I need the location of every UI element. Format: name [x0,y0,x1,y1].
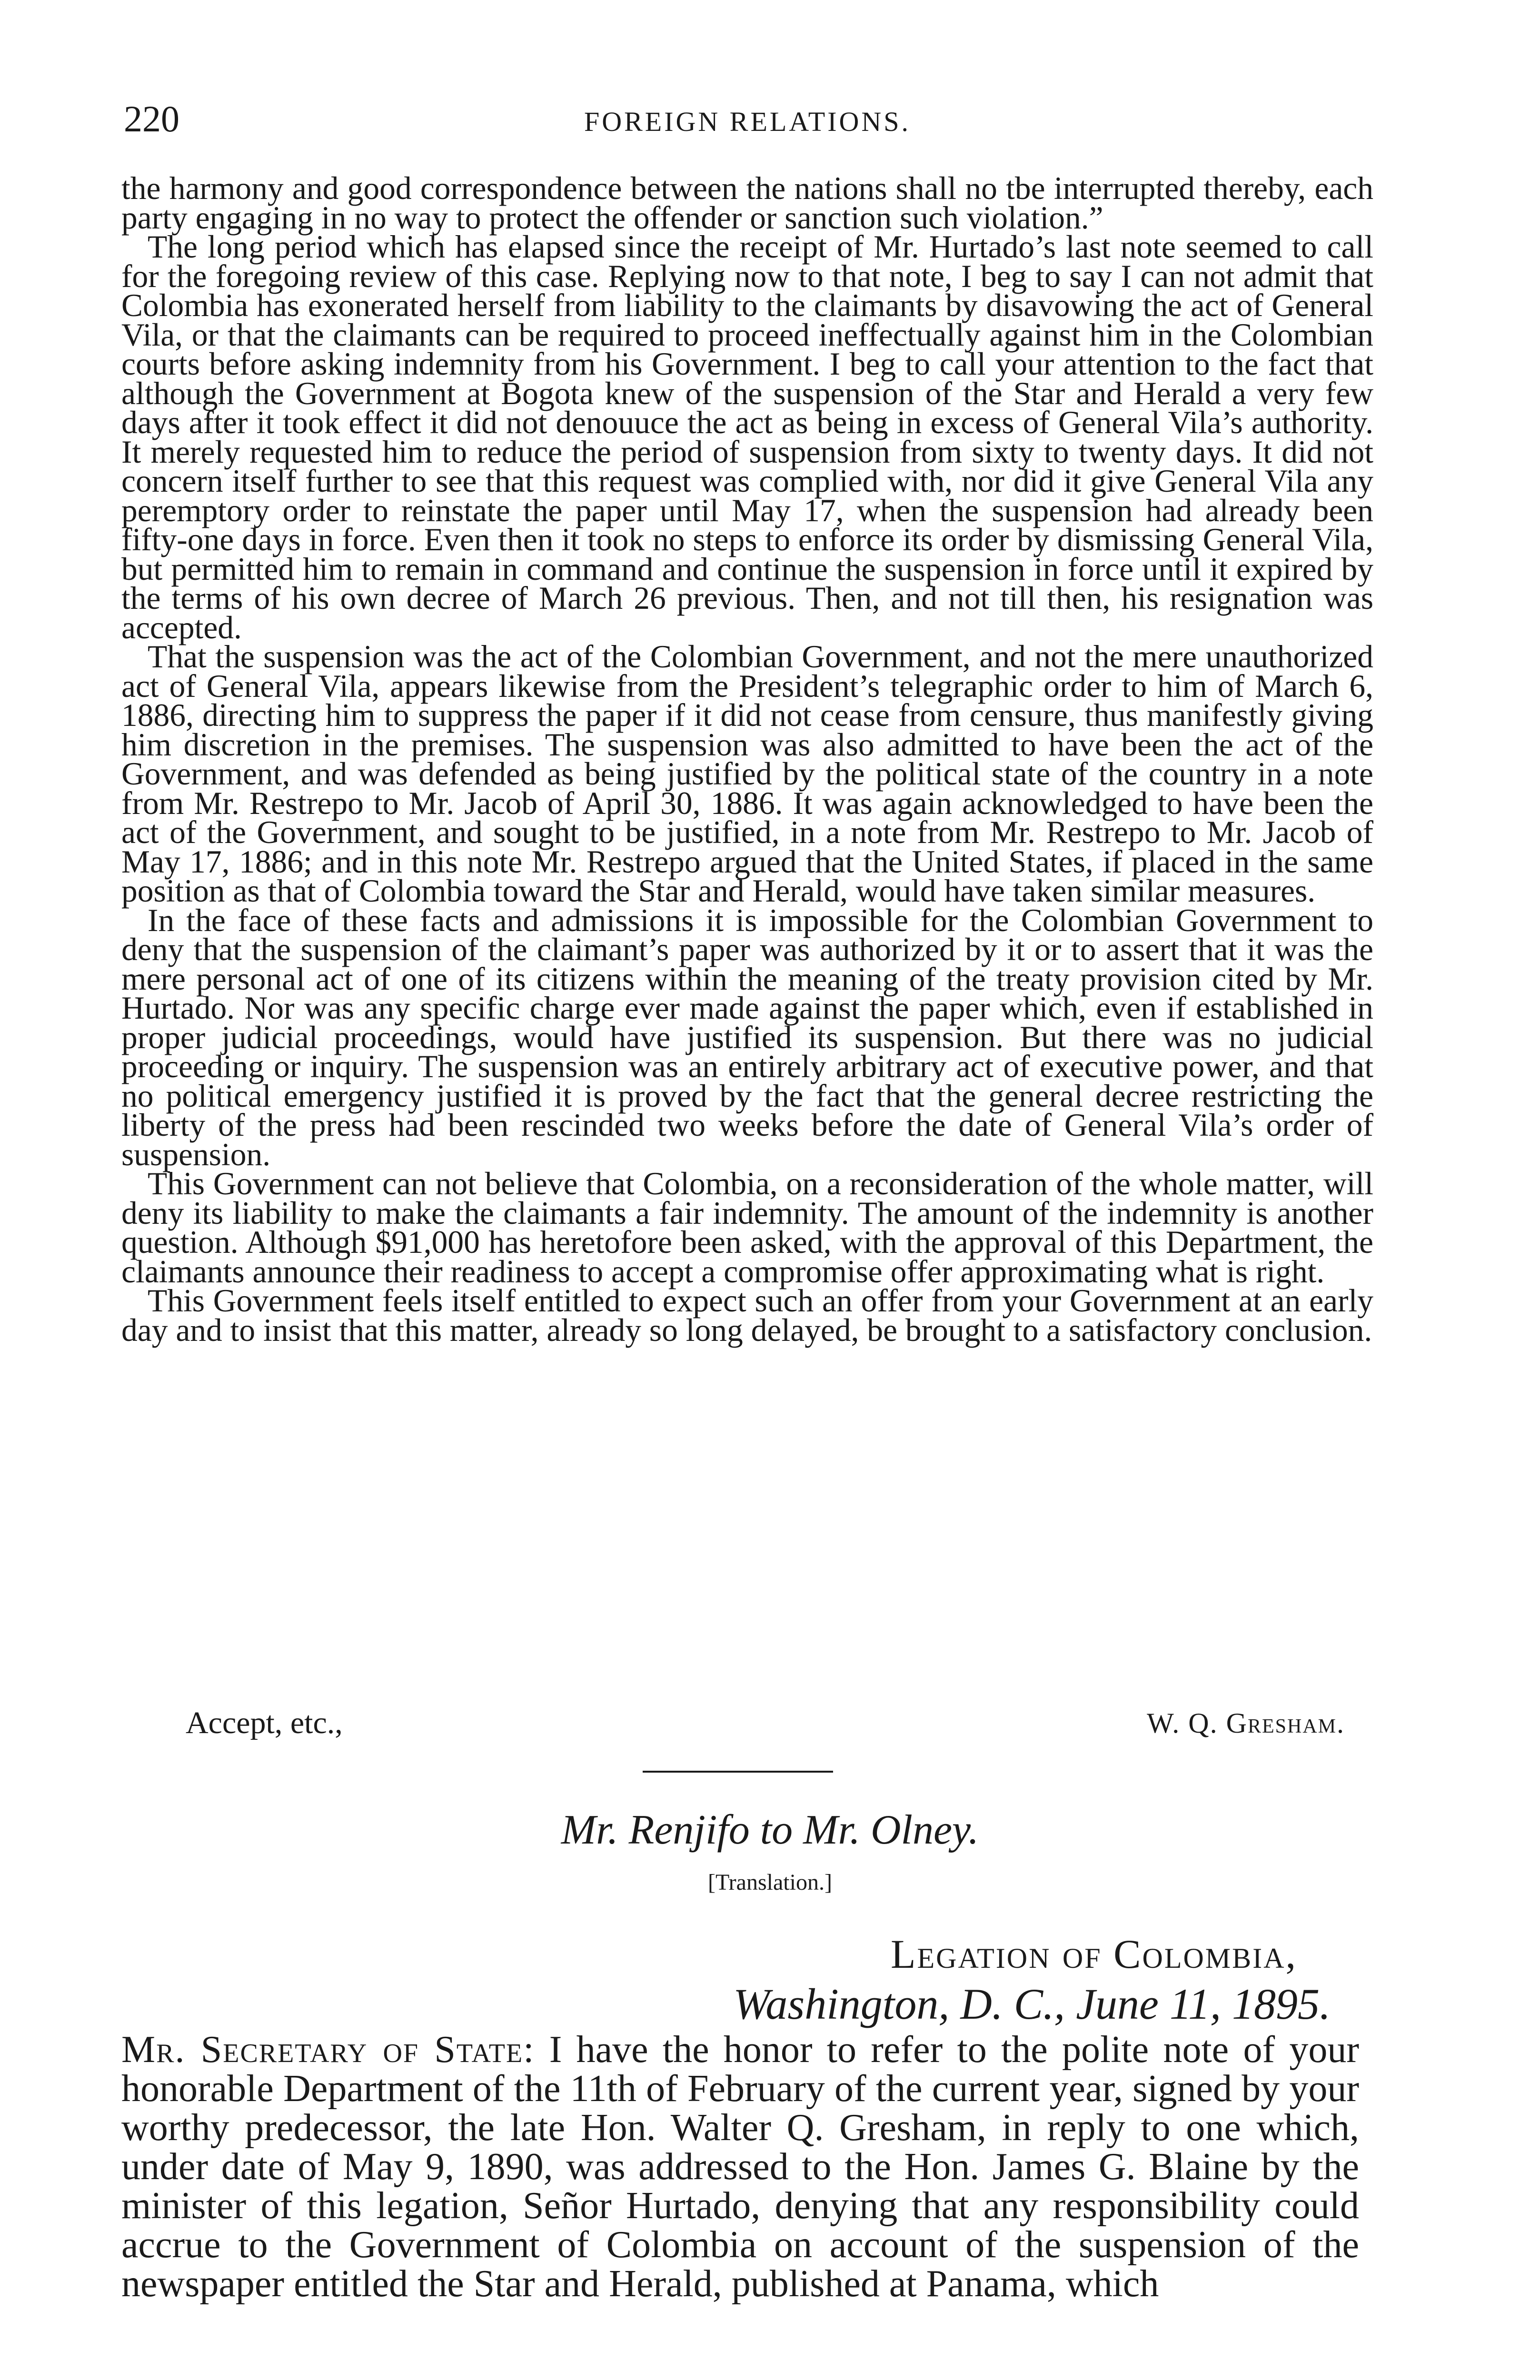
dateline: Washington, D. C., June 11, 1895. [733,1980,1331,2028]
salutation: Mr. Secretary of State: [121,2029,535,2071]
paragraph-indemnity: This Government can not believe that Colombia, on a reconsideration of the whole matter, will deny its liability to make the claimants a fair indemnity. The amount of the indemnity is another question. Although $91,000 has heretofore been asked, with the approval of this Department, the claimants announce their readiness to accept a compromise offer approximating what is right. [121,1166,1373,1289]
section-divider [643,1771,833,1773]
closing-phrase: Accept, etc., [186,1706,343,1740]
signature: W. Q. Gresham. [1147,1707,1345,1739]
letter-heading: Mr. Renjifo to Mr. Olney. [561,1807,979,1853]
next-letter-text: I have the honor to refer to the polite note of your honorable Department of the 11th of February of the current year, signed by your worthy predecessor, the late Hon. Walter Q. Gresham, in reply to one which, under date of May 9, 1890, was addressed to the Hon. James G. Blaine by the minister of this legation, Señor Hurtado, denying that any responsibility could accrue to the Government of Colombia on account of the suspension of the newspaper entitled the Star and Herald, published at Panama, which [121,2029,1359,2305]
translation-note: [Translation.] [708,1870,832,1895]
paragraph-facts: In the face of these facts and admissions it is impossible for the Colombian Government to deny that the suspension of the claimant’s paper was authorized by it or to assert that it was the mere personal act of one of its citizens within the meaning of the treaty provision cited by Mr. Hurtado. Nor was any specific charge ever made against the paper which, even if established in proper judicial proceedings, would have justified its suspension. But there was no judicial proceeding or inquiry. The suspension was an entirely arbitrary act of executive power, and that no political emergency justified it is proved by the fact that the general decree restricting the liberty of the press had been rescinded two weeks before the date of General Vila’s order of suspension. [121,902,1373,1172]
letter-closing [121,1706,1373,1745]
paragraph-reply: The long period which has elapsed since the receipt of Mr. Hurtado’s last note seemed to call for the foregoing review of this case. Replying now to that note, I beg to say I can not admit that Colombia has exonerated herself from liability to the claimants by disavowing the act of General Vila, or that the claimants can be required to proceed ineffectually against him in the Colombian courts before asking indemnity from his Government. I beg to call your attention to the fact that although the Government at Bogota knew of the suspension of the Star and Herald a very few days after it took effect it did not denouuce the act as being in excess of General Vila’s authority. It merely requested him to reduce the period of suspension from sixty to twenty days. It did not concern itself further to see that this request was complied with, nor did it give General Vila any peremptory order to reinstate the paper until May 17, when the suspension had already been fifty-one days in force. Even then it took no steps to enforce its order by dismissing General Vila, but permitted him to remain in command and continue the suspension in force until it expired by the terms of his own decree of March 26 previous. Then, and not till then, his resignation was accepted. [121,229,1373,645]
next-letter-paragraph [121,2030,1359,2303]
next-letter-body [121,2030,1359,2303]
legation-line: Legation of Colombia, [890,1931,1297,1977]
letter-address [733,1930,1331,2030]
page-number: 220 [124,98,179,139]
letter-body [121,170,1373,1348]
running-head [124,95,1371,148]
paragraph-government-act: That the suspension was the act of the Colombian Government, and not the mere unauthorized act of General Vila, appears likewise from the President’s telegraphic order to him of March 6, 1886, directing him to suppress the paper if it did not cease from censure, thus manifestly giving him discretion in the premises. The suspension was also admitted to have been the act of the Government, and was defended as being justified by the political state of the country in a note from Mr. Restrepo to Mr. Jacob of April 30, 1886. It was again acknowledged to have been the act of the Government, and sought to be justified, in a note from Mr. Restrepo to Mr. Jacob of May 17, 1886; and in this note Mr. Restrepo argued that the United States, if placed in the same position as that of Colombia toward the Star and Herald, would have taken similar measures. [121,639,1373,909]
paragraph-continuation: the harmony and good correspondence between the nations shall no tbe interrupted thereby, each party engaging in no way to protect the offender or sanction such violation.” [121,170,1373,236]
paragraph-conclusion: This Government feels itself entitled to expect such an offer from your Government at an early day and to insist that this matter, already so long delayed, be brought to a satisfactory conclusion. [121,1283,1373,1348]
running-title: FOREIGN RELATIONS. [584,106,911,137]
